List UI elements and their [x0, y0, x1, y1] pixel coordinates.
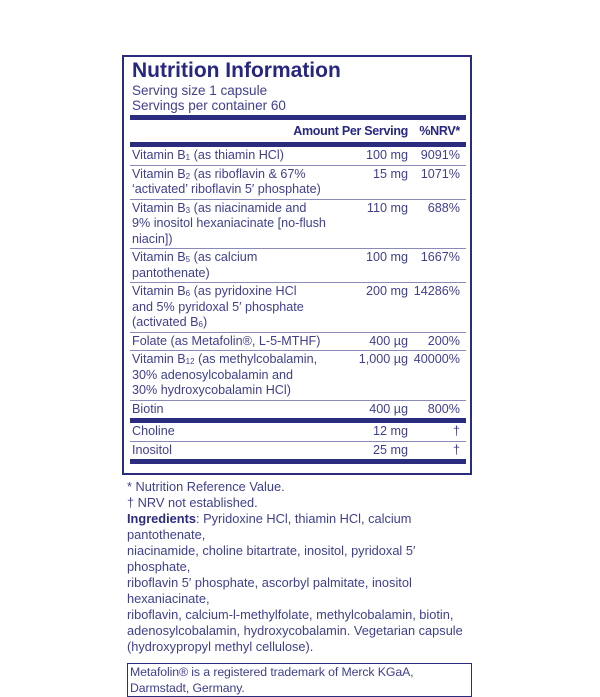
name-text: Vitamin B — [132, 200, 186, 215]
trademark-notice: Metafolin® is a registered trademark of Merck KGaA, Darmstadt, Germany. — [127, 663, 472, 697]
servings-per-container: Servings per container 60 — [132, 98, 286, 113]
nutrient-nrv: 40000% — [413, 352, 460, 366]
subscript: 6 — [198, 320, 203, 329]
name-text: (as thiamin HCl) — [190, 148, 284, 162]
name-text: 30% hydroxycobalamin HCl) — [132, 383, 291, 397]
name-line — [132, 216, 326, 247]
name-text: (as pyridoxine HCl — [190, 284, 297, 298]
name-text: 30% adenosylcobalamin and — [132, 367, 294, 382]
subscript: 3 — [185, 205, 191, 215]
nutrient-name — [132, 402, 326, 418]
table-row — [130, 423, 466, 442]
ingredients — [127, 511, 472, 655]
name-text: (as calcium pantothenate) — [132, 250, 258, 280]
nutrient-name — [132, 250, 326, 281]
name-line — [132, 443, 326, 459]
ingredients-text: riboflavin, calcium-l-methylfolate, methylcobalamin, biotin, — [127, 607, 454, 622]
name-text: Inositol — [132, 442, 172, 457]
table-row — [130, 249, 466, 283]
column-header-nrv: %NRV* — [419, 124, 460, 138]
nutrient-nrv: † — [452, 442, 460, 457]
label-container — [122, 55, 472, 697]
name-text: Vitamin B — [132, 250, 186, 264]
nutrient-nrv: 9091% — [420, 148, 460, 162]
table-row — [130, 351, 466, 401]
ingredients-text: (hydroxypropyl methyl cellulose). — [127, 639, 314, 654]
name-line — [132, 250, 326, 281]
table-row — [130, 200, 466, 250]
name-line — [132, 424, 326, 440]
name-text: Vitamin B — [132, 352, 186, 366]
ingredients-line — [127, 639, 472, 655]
serving-size: Serving size 1 capsule — [132, 83, 268, 98]
nutrient-nrv: 800% — [427, 401, 460, 416]
name-text: (as riboflavin & 67% — [190, 166, 306, 181]
nutrient-amount: 200 mg — [365, 284, 408, 298]
nutrient-nrv: 200% — [427, 333, 460, 348]
nutrient-name — [132, 334, 326, 350]
nutrient-nrv: 1071% — [420, 166, 460, 181]
nutrient-name — [132, 424, 326, 440]
column-header-amount: Amount Per Serving — [293, 124, 408, 138]
name-line — [132, 402, 326, 418]
table-row — [130, 333, 466, 352]
name-line — [132, 352, 326, 368]
nutrient-nrv: 14286% — [413, 284, 460, 298]
ingredients-text: niacinamide, choline bitartrate, inositol, pyridoxal 5′ phosphate, — [127, 543, 416, 574]
nutrition-panel — [122, 55, 472, 475]
panel-title: Nutrition Information — [132, 59, 341, 82]
name-text: and 5% pyridoxal 5′ phosphate (activated B — [132, 299, 304, 329]
nutrient-amount: 12 mg — [372, 424, 408, 438]
ingredients-label: Ingredients — [127, 511, 196, 526]
name-line — [132, 182, 326, 198]
table-row — [130, 401, 466, 419]
column-headers — [130, 120, 466, 142]
ingredients-line — [127, 575, 472, 607]
ingredients-line — [127, 543, 472, 575]
nutrient-name — [132, 352, 326, 399]
name-text: (as methylcobalamin, — [194, 352, 318, 366]
nutrient-name — [132, 443, 326, 459]
name-line — [132, 334, 326, 350]
subscript: 1 — [185, 153, 191, 162]
ingredients-line — [127, 607, 472, 623]
nutrient-name — [132, 201, 326, 248]
subscript: 12 — [185, 357, 195, 366]
name-line — [132, 300, 326, 331]
divider-thick — [130, 459, 466, 464]
name-text: ‘activated’ riboflavin 5′ phosphate) — [132, 182, 321, 196]
subscript: 2 — [185, 171, 191, 181]
nutrient-amount: 400 µg — [369, 401, 408, 416]
nutrient-nrv: 1667% — [420, 250, 460, 264]
nutrient-name — [132, 167, 326, 198]
footnotes — [122, 479, 472, 655]
ingredients-text: adenosylcobalamin, hydroxycobalamin. Vegetarian capsule — [127, 623, 463, 638]
ingredients-line — [127, 511, 472, 543]
table-row — [130, 166, 466, 200]
not-established-footnote: † NRV not established. — [127, 495, 258, 510]
name-text: Choline — [132, 424, 175, 438]
nutrient-name — [132, 148, 326, 164]
nutrient-rows-secondary — [130, 423, 466, 459]
name-text: Folate (as Metafolin®, L-5-MTHF) — [132, 333, 321, 348]
nutrient-nrv: † — [452, 424, 460, 438]
name-line — [132, 383, 326, 399]
name-text: Vitamin B — [132, 166, 186, 181]
name-text: (as niacinamide and — [190, 200, 307, 215]
name-line — [132, 201, 326, 217]
nutrient-amount: 110 mg — [366, 200, 408, 215]
name-line — [132, 167, 326, 183]
nutrient-amount: 25 mg — [372, 442, 408, 457]
name-line — [132, 284, 326, 300]
table-row — [130, 442, 466, 460]
ingredients-line — [127, 623, 472, 639]
nrv-footnote: * Nutrition Reference Value. — [127, 479, 285, 494]
name-text: Biotin — [132, 401, 164, 416]
nutrient-nrv: 688% — [427, 200, 460, 215]
subscript: 6 — [185, 289, 191, 298]
table-row — [130, 147, 466, 166]
subscript: 5 — [185, 255, 191, 264]
name-text: 9% inositol hexaniacinate [no-flush niacin]) — [132, 216, 326, 246]
name-text: Vitamin B — [132, 148, 186, 162]
nutrient-amount: 400 µg — [369, 333, 408, 348]
name-line — [132, 148, 326, 164]
ingredients-text: riboflavin 5′ phosphate, ascorbyl palmitate, inositol hexaniacinate, — [127, 575, 412, 606]
name-text: Vitamin B — [132, 284, 186, 298]
table-row — [130, 283, 466, 333]
ingredients-text: : Pyridoxine HCl, thiamin HCl, calcium pantothenate, — [127, 511, 412, 542]
nutrient-amount: 100 mg — [365, 148, 408, 162]
nutrient-amount: 100 mg — [365, 250, 408, 264]
nutrient-amount: 15 mg — [372, 166, 408, 181]
name-line — [132, 368, 326, 384]
name-text: ) — [202, 315, 208, 329]
nutrient-name — [132, 284, 326, 331]
nutrient-rows — [130, 147, 466, 418]
nutrient-amount: 1,000 µg — [358, 352, 408, 366]
